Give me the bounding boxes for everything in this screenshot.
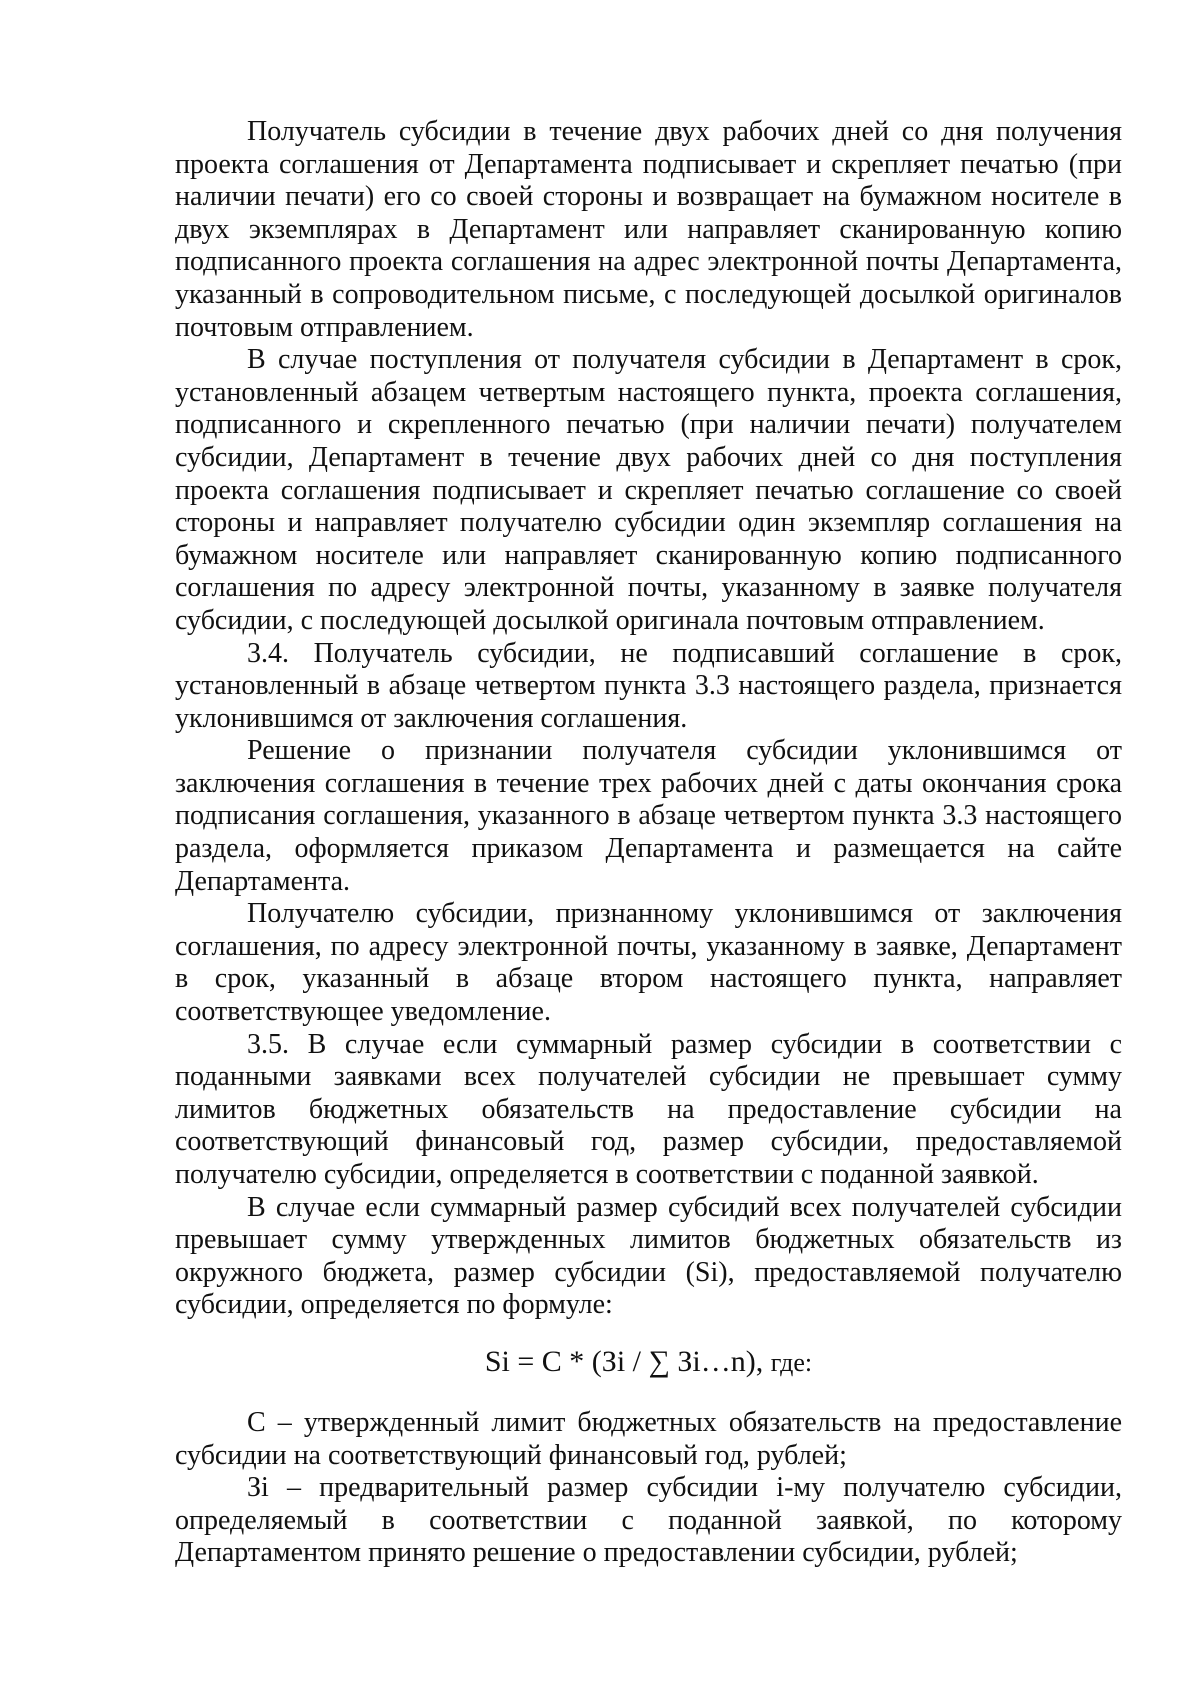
paragraph-3-4: 3.4. Получатель субсидии, не подписавший соглашение в срок, установленный в абзаце четвертом пункта 3.3 настоящего раздела, признается уклонившимся от заключения соглашения. <box>175 637 1122 734</box>
paragraph-department-signing: В случае поступления от получателя субсидии в Департамент в срок, установленный абзацем четвертым настоящего пункта, проекта соглашения, подписанного и скрепленного печатью (при наличии печати) получателем субсидии, Департамент в течение двух рабочих дней со дня поступления проекта соглашения подписывает и скрепляет печатью соглашение со своей стороны и направляет получателю субсидии один экземпляр соглашения на бумажном носителе или направляет сканированную копию подписанного соглашения по адресу электронной почты, указанному в заявке получателя субсидии, с последующей досылкой оригинала почтовым отправлением. <box>175 344 1122 636</box>
document-page <box>175 116 1122 1570</box>
formula-suffix: где: <box>770 1347 813 1377</box>
paragraph-evasion-notice: Получателю субсидии, признанному уклонившимся от заключения соглашения, по адресу электронной почты, указанному в заявке, Департамент в срок, указанный в абзаце втором настоящего пункта, направляет соответствующее уведомление. <box>175 898 1122 1028</box>
definition-zi: Зi – предварительный размер субсидии i-му получателю субсидии, определяемый в соответствии с поданной заявкой, по которому Департаментом принято решение о предоставлении субсидии, рублей; <box>175 1472 1122 1569</box>
paragraph-3-5: 3.5. В случае если суммарный размер субсидии в соответствии с поданными заявками всех получателей субсидии не превышает сумму лимитов бюджетных обязательств на предоставление субсидии на соответствующий финансовый год, размер субсидии, предоставляемой получателю субсидии, определяется в соответствии с поданной заявкой. <box>175 1028 1122 1190</box>
paragraph-signing-by-recipient: Получатель субсидии в течение двух рабочих дней со дня получения проекта соглашения от Департамента подписывает и скрепляет печатью (при наличии печати) его со своей стороны и возвращает на бумажном носителе в двух экземплярах в Департамент или направляет сканированную копию подписанного проекта соглашения на адрес электронной почты Департамента, указанный в сопроводительном письме, с последующей досылкой оригиналов почтовым отправлением. <box>175 116 1122 343</box>
paragraph-formula-intro: В случае если суммарный размер субсидий всех получателей субсидии превышает сумму утвержденных лимитов бюджетных обязательств из окружного бюджета, размер субсидии (Si), предоставляемой получателю субсидии, определяется по формуле: <box>175 1191 1122 1321</box>
formula-expression: Si = C * (Зi / ∑ Зi…n), <box>484 1344 764 1378</box>
definition-c: С – утвержденный лимит бюджетных обязательств на предоставление субсидии на соответствующий финансовый год, рублей; <box>175 1406 1122 1471</box>
paragraph-evasion-decision: Решение о признании получателя субсидии уклонившимся от заключения соглашения в течение трех рабочих дней с даты окончания срока подписания соглашения, указанного в абзаце четвертом пункта 3.3 настоящего раздела, оформляется приказом Департамента и размещается на сайте Департамента. <box>175 735 1122 897</box>
subsidy-formula <box>175 1344 1122 1381</box>
